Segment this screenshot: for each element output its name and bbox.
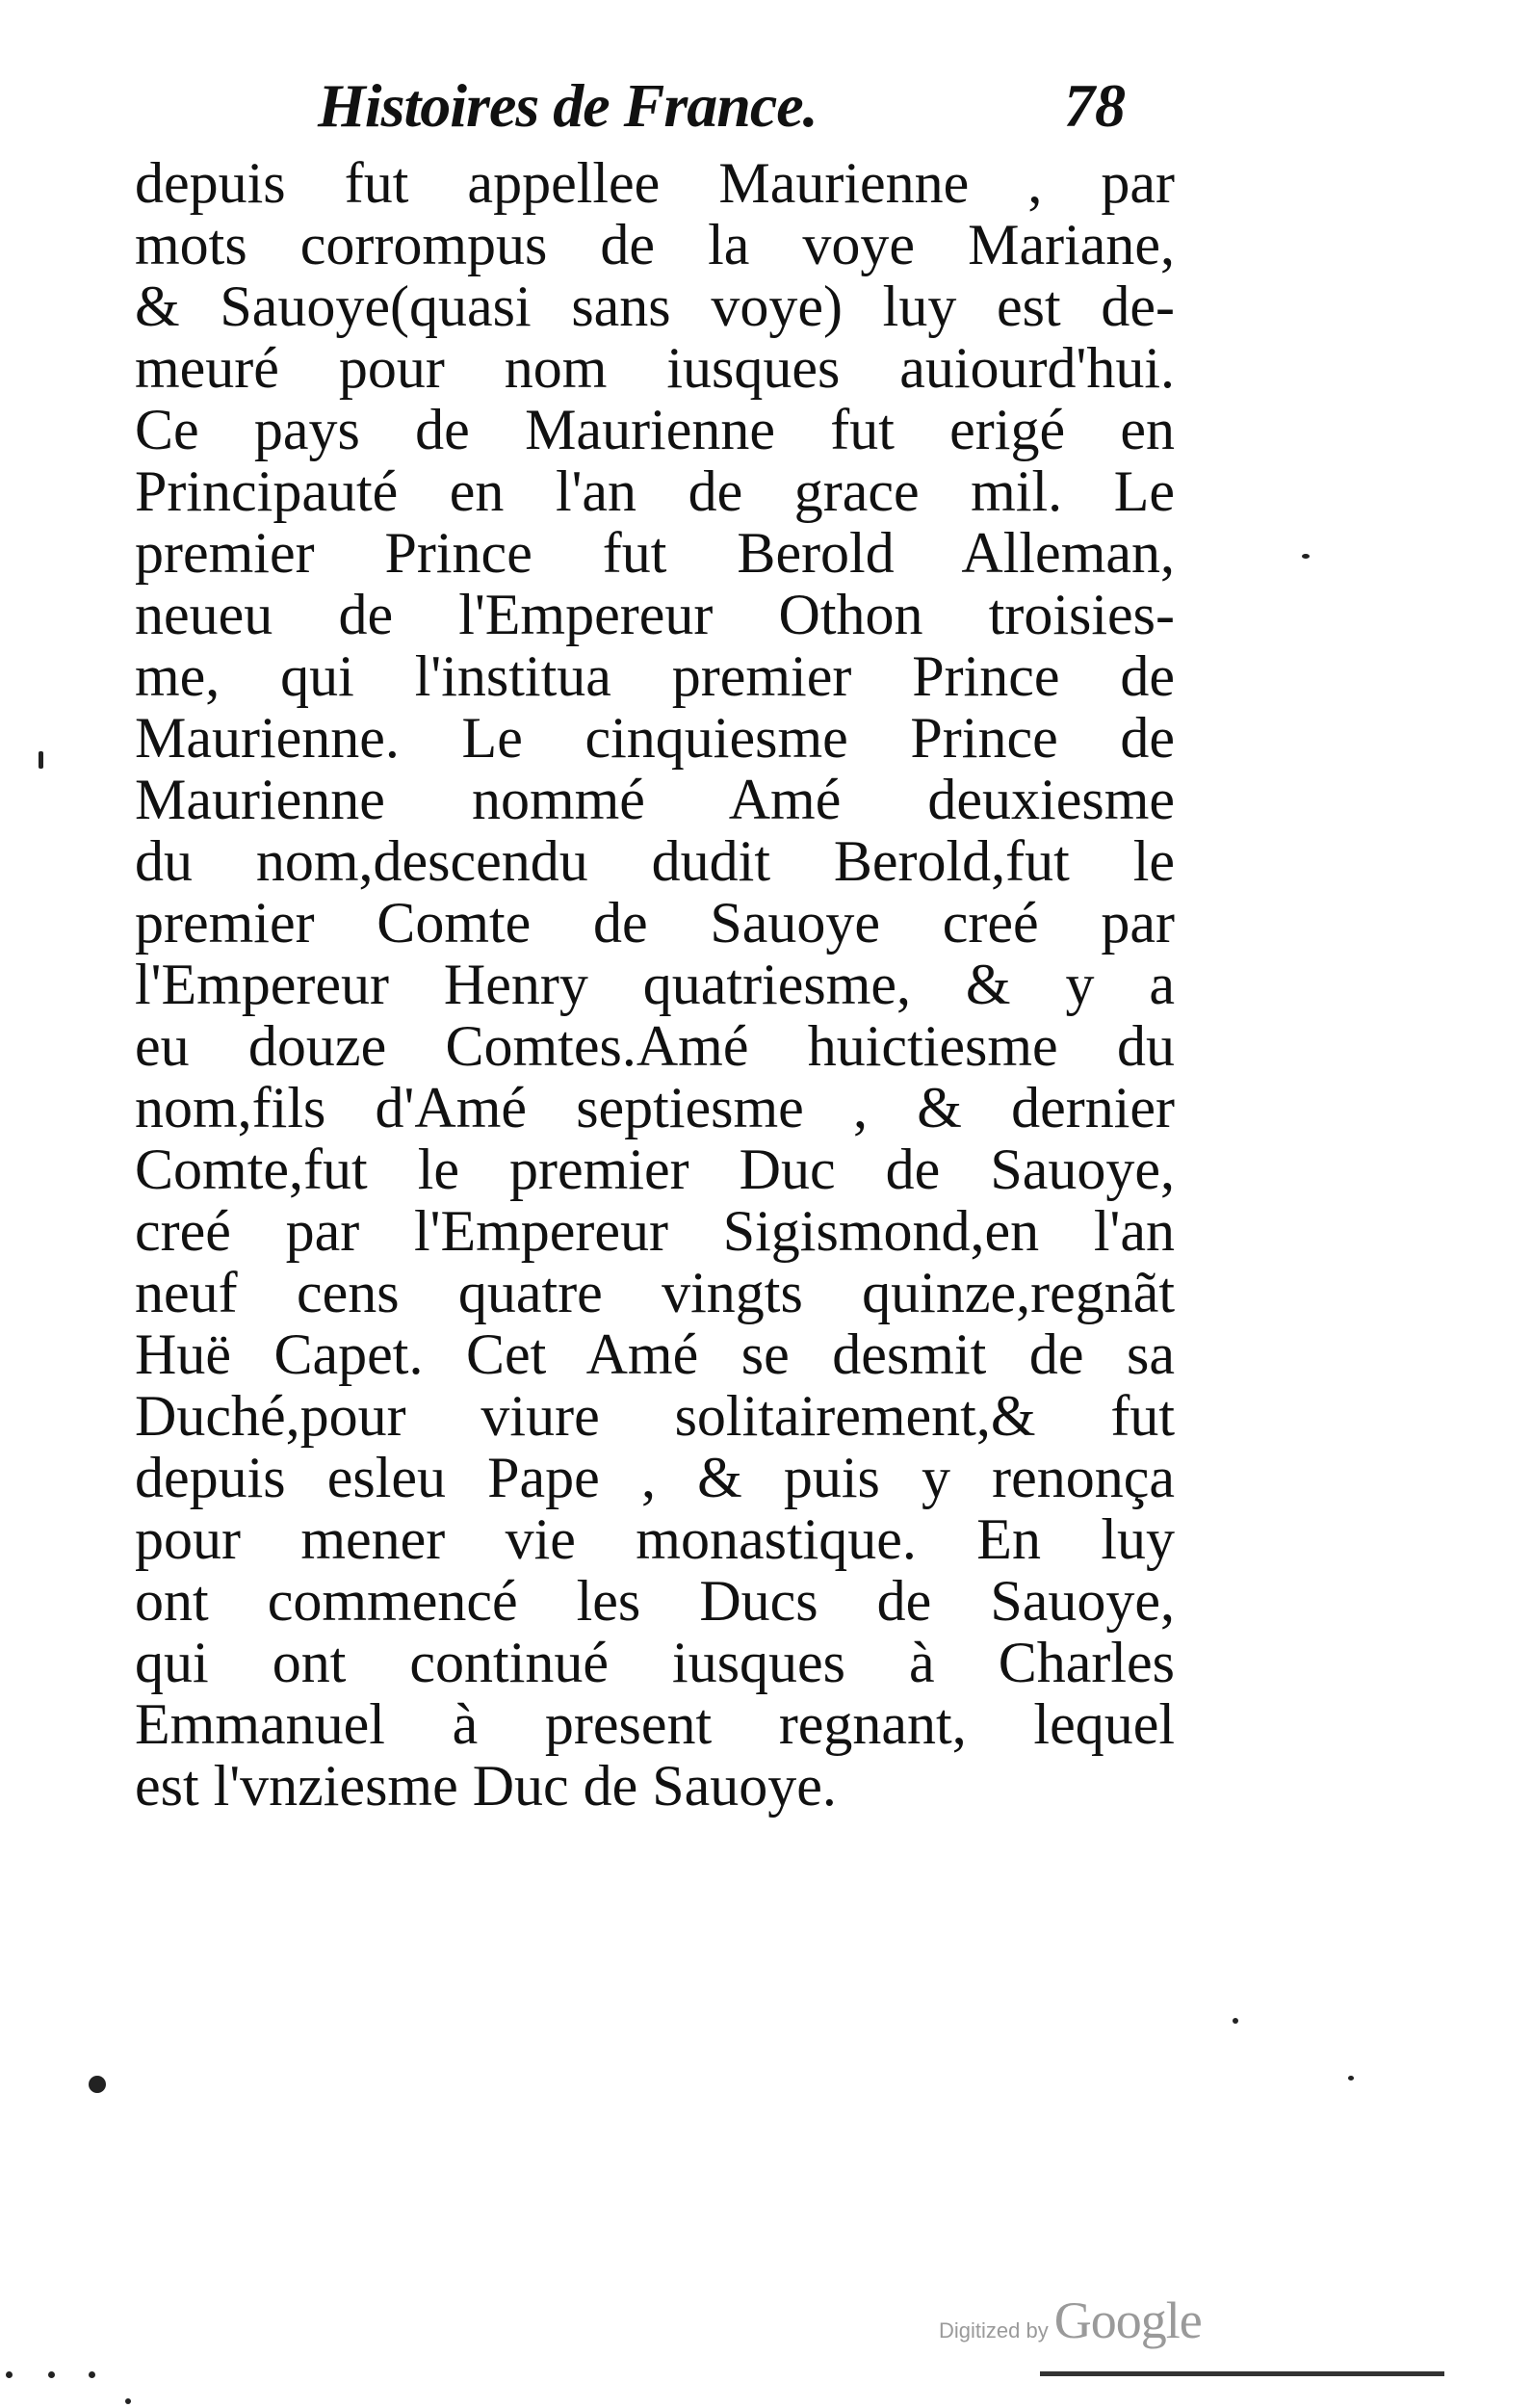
body-text xyxy=(135,152,1175,1817)
scan-speck xyxy=(125,2398,131,2404)
text-line: Emmanuel à present regnant, lequel xyxy=(135,1692,1175,1756)
text-line: neueu de l'Empereur Othon troisies- xyxy=(135,583,1175,646)
google-logo: Google xyxy=(1053,2291,1202,2349)
scan-speck xyxy=(39,751,43,769)
text-line: l'Empereur Henry quatriesme, & y a xyxy=(135,953,1175,1016)
text-line: Maurienne nommé Amé deuxiesme xyxy=(135,768,1175,831)
digitized-watermark xyxy=(939,2290,1202,2350)
text-line: Duché,pour viure solitairement,& fut xyxy=(135,1384,1175,1448)
text-line: premier Prince fut Berold Alleman, xyxy=(135,521,1175,585)
running-title: Histoires de France. xyxy=(318,71,818,140)
text-line: Comte,fut le premier Duc de Sauoye, xyxy=(135,1138,1175,1201)
text-line: qui ont continué iusques à Charles xyxy=(135,1631,1175,1694)
text-line: & Sauoye(quasi sans voye) luy est de- xyxy=(135,275,1175,338)
text-line: depuis esleu Pape , & puis y renonça xyxy=(135,1446,1175,1509)
text-line: Maurienne. Le cinquiesme Prince de xyxy=(135,706,1175,770)
scan-speck xyxy=(89,2076,106,2093)
text-line: meuré pour nom iusques auiourd'hui. xyxy=(135,336,1175,400)
scan-speck xyxy=(1348,2076,1354,2081)
scan-speck xyxy=(1302,554,1310,559)
text-line: Principauté en l'an de grace mil. Le xyxy=(135,459,1175,523)
text-line: pour mener vie monastique. En luy xyxy=(135,1507,1175,1571)
page-number: 78 xyxy=(1064,71,1126,140)
text-line: Huë Capet. Cet Amé se desmit de sa xyxy=(135,1322,1175,1386)
text-line: neuf cens quatre vingts quinze,regnãt xyxy=(135,1261,1175,1324)
scan-speck xyxy=(89,2371,95,2378)
text-line-last: est l'vnziesme Duc de Sauoye. xyxy=(135,1754,837,1818)
text-line: me, qui l'institua premier Prince de xyxy=(135,644,1175,708)
text-line: ont commencé les Ducs de Sauoye, xyxy=(135,1569,1175,1633)
text-line: eu douze Comtes.Amé huictiesme du xyxy=(135,1014,1175,1078)
text-line: mots corrompus de la voye Mariane, xyxy=(135,213,1175,276)
watermark-prefix: Digitized by xyxy=(939,2318,1049,2343)
text-line: premier Comte de Sauoye creé par xyxy=(135,891,1175,955)
page-edge-shadow xyxy=(1040,2371,1444,2376)
scan-speck xyxy=(48,2371,55,2378)
text-line: nom,fils d'Amé septiesme , & dernier xyxy=(135,1076,1175,1139)
text-line: creé par l'Empereur Sigismond,en l'an xyxy=(135,1199,1175,1263)
scan-speck xyxy=(1233,2018,1238,2024)
text-line: du nom,descendu dudit Berold,fut le xyxy=(135,829,1175,893)
text-line: Ce pays de Maurienne fut erigé en xyxy=(135,398,1175,461)
text-line: depuis fut appellee Maurienne , par xyxy=(135,151,1175,215)
scan-speck xyxy=(6,2371,13,2378)
